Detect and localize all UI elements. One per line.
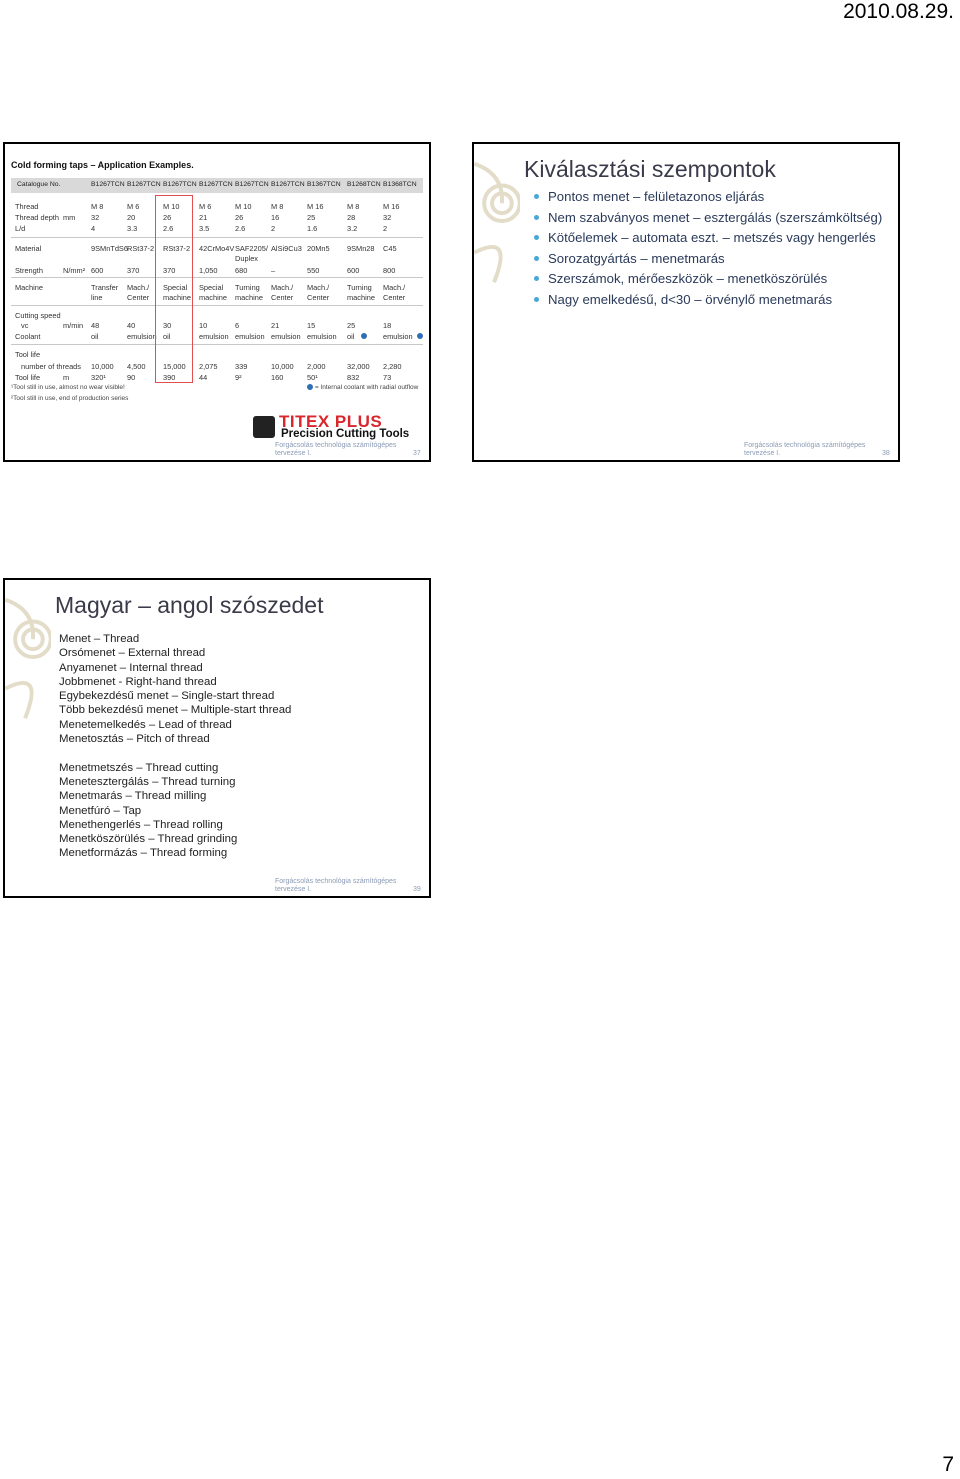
table-cell: 42CrMo4V	[199, 244, 235, 253]
table-cell: Mach./	[271, 283, 294, 292]
list-item: Jobbmenet - Right-hand thread	[59, 675, 217, 688]
table-divider	[11, 305, 423, 306]
table-cell: M 8	[271, 202, 284, 211]
table-cell: 48	[91, 321, 100, 330]
list-item: Egybekezdésű menet – Single-start thread	[59, 690, 275, 703]
table-cell: 600	[347, 266, 360, 275]
table-cell: M 6	[199, 202, 212, 211]
table-cell: 32	[383, 213, 392, 222]
slide-39	[3, 578, 431, 898]
list-item: Nagy emelkedésű, d<30 – örvénylő menetmarás	[532, 291, 900, 309]
table-cell: 2.6	[163, 224, 174, 233]
table-cell: emulsion	[271, 332, 301, 341]
table-cell: Transfer	[91, 283, 119, 292]
slide-number: 37	[413, 450, 421, 457]
list-item: Anyamenet – Internal thread	[59, 661, 203, 674]
slide-footer: Forgácsolás technológia számítógépes tervezése I.	[744, 442, 866, 457]
table-cell: line	[91, 293, 103, 302]
table-cell: –	[271, 266, 276, 275]
table-cell: M 16	[383, 202, 400, 211]
table-cell: 390	[163, 373, 176, 382]
table-cell: 550	[307, 266, 320, 275]
table-cell: 4,500	[127, 362, 146, 371]
table-cell: 21	[199, 213, 208, 222]
list-item: Menethengerlés – Thread rolling	[59, 818, 223, 831]
table-cell: 160	[271, 373, 284, 382]
table-cell: 2	[271, 224, 276, 233]
table-cell: 2,075	[199, 362, 218, 371]
table-cell: 32,000	[347, 362, 370, 371]
table-cell: 10	[199, 321, 208, 330]
table-cell: 28	[347, 213, 356, 222]
table-cell: Special	[163, 283, 188, 292]
list-item: Több bekezdésű menet – Multiple-start thread	[59, 704, 292, 717]
catalogue-cell: B1267TCN	[127, 181, 161, 188]
slide-title: Magyar – angol szószedet	[55, 592, 324, 618]
row-unit: N/mm²	[63, 266, 86, 275]
catalogue-cell: B1268TCN	[347, 181, 381, 188]
table-cell: oil	[91, 332, 99, 341]
table-cell: 18	[383, 321, 392, 330]
row-label: Machine	[15, 283, 43, 292]
slide-number: 38	[882, 450, 890, 457]
table-cell: 25	[347, 321, 356, 330]
table-cell: 40	[127, 321, 136, 330]
table-cell: 370	[163, 266, 176, 275]
slide-footer: Forgácsolás technológia számítógépes tervezése I.	[275, 878, 397, 893]
table-cell: emulsion	[307, 332, 337, 341]
row-label: vc	[21, 321, 29, 330]
table-cell: 15,000	[163, 362, 186, 371]
table-cell: 3.2	[347, 224, 358, 233]
table-cell: C45	[383, 244, 397, 253]
list-item: Menetemelkedés – Lead of thread	[59, 718, 232, 731]
catalogue-cell: B1267TCN	[91, 181, 125, 188]
list-item: Menetosztás – Pitch of thread	[59, 733, 210, 746]
slide-title: Kiválasztási szempontok	[524, 156, 776, 182]
coolant-legend-text: = Internal coolant with radial outflow	[314, 384, 419, 391]
table-cell: 20	[127, 213, 136, 222]
table-cell: M 10	[163, 202, 180, 211]
row-label: number of threads	[21, 362, 81, 371]
coolant-dot-icon	[307, 384, 313, 390]
table-cell: 4	[91, 224, 96, 233]
table-cell: 9²	[235, 373, 242, 382]
table-cell: 44	[199, 373, 208, 382]
list-item: Kötőelemek – automata eszt. – metszés vagy hengerlés	[532, 229, 900, 247]
table-cell: emulsion	[383, 332, 413, 341]
table-divider	[11, 237, 423, 238]
table-footnote-2: ²Tool still in use, end of production series	[11, 395, 129, 402]
table-cell: 10,000	[91, 362, 114, 371]
row-label: Cutting speed	[15, 311, 61, 320]
page-date: 2010.08.29.	[843, 0, 954, 23]
table-cell: Center	[383, 293, 406, 302]
list-item: Menetesztergálás – Thread turning	[59, 775, 236, 788]
row-unit: m/min	[63, 321, 84, 330]
table-cell: M 10	[235, 202, 252, 211]
slide-37	[3, 142, 431, 462]
table-cell: 680	[235, 266, 248, 275]
coolant-dot-icon	[417, 333, 423, 339]
table-cell: RSt37-2	[127, 244, 155, 253]
table-cell: 21	[271, 321, 280, 330]
catalogue-cell: B1267TCN	[163, 181, 197, 188]
table-cell: AlSi9Cu3	[271, 244, 302, 253]
catalogue-cell: B1368TCN	[383, 181, 417, 188]
table-cell: 73	[383, 373, 392, 382]
catalogue-cell: B1267TCN	[199, 181, 233, 188]
table-cell: 800	[383, 266, 396, 275]
list-item: Sorozatgyártás – menetmarás	[532, 250, 900, 268]
table-cell: 10,000	[271, 362, 294, 371]
table-cell: emulsion	[199, 332, 229, 341]
list-item: Menet – Thread	[59, 633, 140, 645]
list-item: Orsómenet – External thread	[59, 647, 206, 660]
table-cell: Turning	[347, 283, 372, 292]
table-cell: M 8	[347, 202, 360, 211]
table-cell: 600	[91, 266, 104, 275]
table-cell: machine	[199, 293, 227, 302]
table-cell: 3.3	[127, 224, 138, 233]
list-item: Pontos menet – felületazonos eljárás	[532, 188, 900, 206]
list-item: Menetköszörülés – Thread grinding	[59, 833, 238, 846]
catalogue-label: Catalogue No.	[17, 181, 61, 188]
table-cell: 20Mn5	[307, 244, 330, 253]
table-cell: 9SMnTdS6	[91, 244, 128, 253]
coolant-legend	[305, 384, 418, 391]
swirl-decoration-icon	[5, 580, 51, 896]
catalogue-cell: B1267TCN	[235, 181, 269, 188]
table-cell: SAF2205/	[235, 244, 268, 253]
table-cell: 50¹	[307, 373, 318, 382]
table-cell: Mach./	[383, 283, 406, 292]
table-cell: 1.6	[307, 224, 318, 233]
row-unit: m	[63, 373, 70, 382]
table-cell: 32	[91, 213, 100, 222]
table-cell: M 6	[127, 202, 140, 211]
table-cell: machine	[163, 293, 191, 302]
criteria-list	[532, 188, 900, 311]
table-cell: 370	[127, 266, 140, 275]
highlight-box	[155, 195, 193, 383]
table-divider	[11, 344, 423, 345]
glossary-list	[59, 632, 291, 861]
table-cell: 2.6	[235, 224, 246, 233]
table-cell: oil	[347, 332, 355, 341]
list-item: Menetfúró – Tap	[59, 804, 142, 817]
table-cell: 16	[271, 213, 280, 222]
row-label: Tool life	[15, 373, 41, 382]
catalogue-header-row	[11, 178, 423, 193]
table-cell: machine	[235, 293, 263, 302]
row-label: Thread depth	[15, 213, 59, 222]
swirl-decoration-icon	[474, 144, 520, 460]
table-cell: 30	[163, 321, 172, 330]
table-cell: Center	[271, 293, 294, 302]
table-cell: 26	[235, 213, 244, 222]
slide-38	[472, 142, 900, 462]
table-cell: emulsion	[235, 332, 265, 341]
logo-brand: TITEX PLUS	[279, 412, 383, 431]
page-number: 7	[942, 1453, 954, 1476]
list-item: Nem szabványos menet – esztergálás (szerszámköltség)	[532, 209, 900, 227]
row-unit: mm	[63, 213, 76, 222]
titex-logo-icon	[253, 416, 275, 438]
table-cell: 3.5	[199, 224, 210, 233]
table-footnote-1: ¹Tool still in use, almost no wear visible!	[11, 384, 125, 391]
catalogue-cell: B1367TCN	[307, 181, 341, 188]
table-cell: 90	[127, 373, 136, 382]
table-cell: 1,050	[199, 266, 218, 275]
row-label: Coolant	[15, 332, 41, 341]
table-cell: 832	[347, 373, 360, 382]
coolant-dot-icon	[361, 333, 367, 339]
table-cell: Mach./	[127, 283, 150, 292]
logo-subtitle: Precision Cutting Tools	[281, 428, 410, 440]
table-cell: 25	[307, 213, 316, 222]
table-cell: Center	[307, 293, 330, 302]
slide-number: 39	[413, 886, 421, 893]
table-cell: emulsion	[127, 332, 157, 341]
row-label: Strength	[15, 266, 43, 275]
table-cell: Duplex	[235, 254, 259, 263]
table-cell: 9SMn28	[347, 244, 375, 253]
table-cell: Center	[127, 293, 150, 302]
table-cell: 320¹	[91, 373, 106, 382]
row-label: Thread	[15, 202, 39, 211]
list-item: Menetmarás – Thread milling	[59, 790, 207, 803]
table-cell: 15	[307, 321, 316, 330]
table-cell: Special	[199, 283, 224, 292]
table-cell: 2,280	[383, 362, 402, 371]
list-item: Menetformázás – Thread forming	[59, 847, 228, 860]
list-item: Menetmetszés – Thread cutting	[59, 761, 219, 774]
row-label: L/d	[15, 224, 26, 233]
table-cell: 26	[163, 213, 172, 222]
table-cell: oil	[163, 332, 171, 341]
table-cell: 2,000	[307, 362, 326, 371]
row-label: Tool life	[15, 350, 41, 359]
catalogue-cell: B1267TCN	[271, 181, 305, 188]
table-cell: 339	[235, 362, 248, 371]
table-title: Cold forming taps – Application Examples.	[11, 160, 194, 170]
slide-footer: Forgácsolás technológia számítógépes tervezése I.	[275, 442, 397, 457]
table-cell: Mach./	[307, 283, 330, 292]
table-cell: Turning	[235, 283, 260, 292]
list-item: Szerszámok, mérőeszközök – menetköszörülés	[532, 270, 900, 288]
table-divider	[11, 277, 423, 278]
table-cell: machine	[347, 293, 375, 302]
row-label: Material	[15, 244, 42, 253]
table-cell: 2	[383, 224, 388, 233]
table-cell: M 8	[91, 202, 104, 211]
table-cell: RSt37-2	[163, 244, 191, 253]
table-cell: M 16	[307, 202, 324, 211]
table-cell: 6	[235, 321, 240, 330]
